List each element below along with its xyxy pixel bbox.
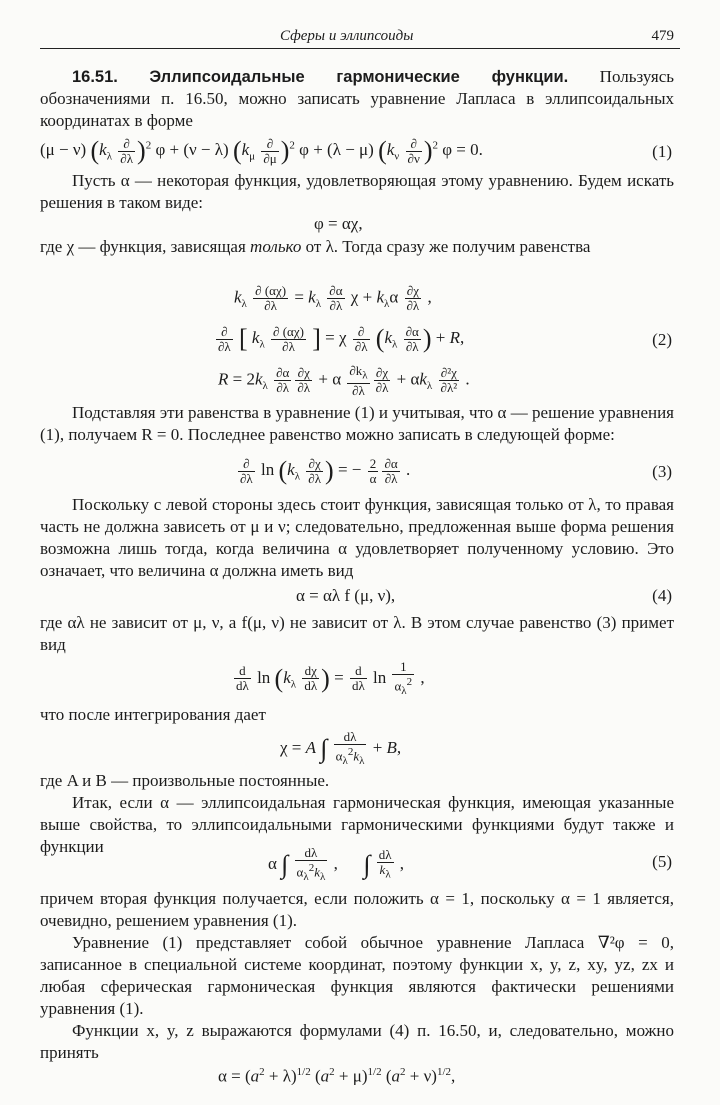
- equation-2a: $k_\lambda$ $\frac{\partial (\alpha\chi)}{\partial\lambda}$ = $k_\lambda$ $\frac{\partial\alpha}{\partial\lambda}$ $\chi + k_\lambda\alpha$ $\frac{\partial\chi}{\partial\lambda}$ ,: [234, 283, 432, 313]
- paragraph-7: где A и B — произвольные постоянные.: [40, 771, 330, 790]
- equation-5: α ∫ $\frac{d\lambda}{\alpha_\lambda^2k_\lambda}$ , ∫ $\frac{d\lambda}{k_\lambda}$ ,: [268, 845, 405, 883]
- header-rule: [40, 48, 680, 49]
- equation-number-1: (1): [652, 142, 672, 161]
- paragraph-2: [40, 236, 674, 258]
- section-intro: [40, 66, 674, 132]
- equation-2c: $R = 2k_\lambda$ $\frac{\partial\alpha}{\partial\lambda}$ $\frac{\partial\chi}{\partial\lambda}$ + α $\frac{\partial k_\lambda}{\partial\lambda}$ $\frac{\partial\chi}{\partial\lambda}$ + $\alpha k_\lambda$ $\frac{\text{∂²χ}}{\text{∂λ²}}$ .: [218, 363, 470, 398]
- running-title: Сферы и эллипсоиды: [280, 28, 414, 44]
- paragraph-5: где αλ не зависит от μ, ν, а f(μ, ν) не зависит от λ. В этом случае равенство (3) примет вид: [40, 613, 674, 654]
- equation-number-5: (5): [652, 852, 672, 871]
- paragraph-3: Подставляя эти равенства в уравнение (1) и учитывая, что α — решение уравнения (1), получаем R = 0. Последнее равенство можно записать в следующей форме:: [40, 403, 674, 444]
- equation-4: α = αλ f (μ, ν),: [296, 586, 396, 605]
- paragraph-8: Итак, если α — эллипсоидальная гармоническая функция, имеющая указанные выше свойства, то эллипсоидальными гармоническими функциями будут также и функции: [40, 793, 674, 856]
- equation-alpha: $\alpha = (a^2 + \lambda)^{1/2}$ $(a^2 + \mu)^{1/2}$ $(a^2 + \nu)^{1/2}$,: [218, 1066, 456, 1086]
- paragraph-1: Пусть α — некоторая функция, удовлетворяющая этому уравнению. Будем искать решения в таком виде:: [40, 171, 674, 212]
- paragraph-2-a: где χ — функция, зависящая: [40, 237, 251, 256]
- paragraph-2-c: от λ. Тогда сразу же получим равенства: [301, 237, 591, 256]
- section-title: Эллипсоидальные гармонические функции.: [149, 68, 569, 86]
- equation-number-3: (3): [652, 462, 672, 481]
- running-header: [40, 28, 680, 50]
- equation-3: ∂ ∂λ $\ln (k_\lambda$ $\frac{\partial\chi}{\partial\lambda}$ ) = − $\frac{2}{\alpha}$ $\frac{\partial\alpha}{\partial\lambda}$ .: [240, 455, 411, 486]
- paragraph-10: Уравнение (1) представляет собой обычное уравнение Лапласа ∇²φ = 0, записанное в специальной системе координат, поэтому функции x, y, z, xy, yz, zx и любая сферическая гармоническая функция являются фактически решениями уравнения (1).: [40, 933, 674, 1018]
- equation-2b: ∂ ∂λ [ $k_\lambda$ $\frac{\partial (\alpha\chi)}{\partial\lambda}$ ] = χ ∂ ∂λ ($k_\lambda$ $\frac{\partial\alpha}{\partial\lambda}$ ) + R,: [218, 323, 465, 354]
- equation-phi: φ = αχ,: [314, 214, 363, 233]
- equation-1: (μ − ν) ($k_\lambda$ ∂ ∂λ )$^2$ φ + (ν − λ) ($k_\mu$ ∂ ∂μ )$^2$ φ + (λ − μ) ($k_\nu$ ∂ ∂ν )$^2$ φ = 0.: [40, 135, 483, 166]
- equation-number-4: (4): [652, 586, 672, 605]
- section-number: 16.51.: [72, 68, 118, 86]
- equation-3-substituted: $\frac{d}{d\lambda}$ $\ln (k_\lambda$ $\frac{d\chi}{d\lambda}$ ) = $\frac{d}{d\lambda}$ ln $\frac{1}{\alpha_\lambda^2}$ ,: [236, 659, 425, 697]
- section-intro-text: Пользуясь обозначениями п. 16.50, можно записать уравнение Лапласа в эллипсоидальных координатах в форме: [40, 67, 675, 130]
- paragraph-9: причем вторая функция получается, если положить α = 1, поскольку α = 1 является, очевидно, решением уравнения (1).: [40, 889, 674, 930]
- paragraph-6: что после интегрирования дает: [40, 705, 266, 724]
- paragraph-4: Поскольку с левой стороны здесь стоит функция, зависящая только от λ, то правая часть не должна зависеть от μ и ν; следовательно, предложенная выше форма решения возможна лишь тогда, когда величина α удовлетворяет полученному условию. Это означает, что величина α должна иметь вид: [40, 495, 674, 580]
- paragraph-11: Функции x, y, z выражаются формулами (4) п. 16.50, и, следовательно, можно принять: [40, 1021, 674, 1062]
- page-number: 479: [651, 28, 674, 44]
- paragraph-2-emph: только: [250, 237, 302, 256]
- equation-chi: χ = A ∫ $\frac{d\lambda}{\alpha_\lambda^2k_\lambda}$ + B,: [280, 729, 402, 767]
- equation-number-2: (2): [652, 330, 672, 349]
